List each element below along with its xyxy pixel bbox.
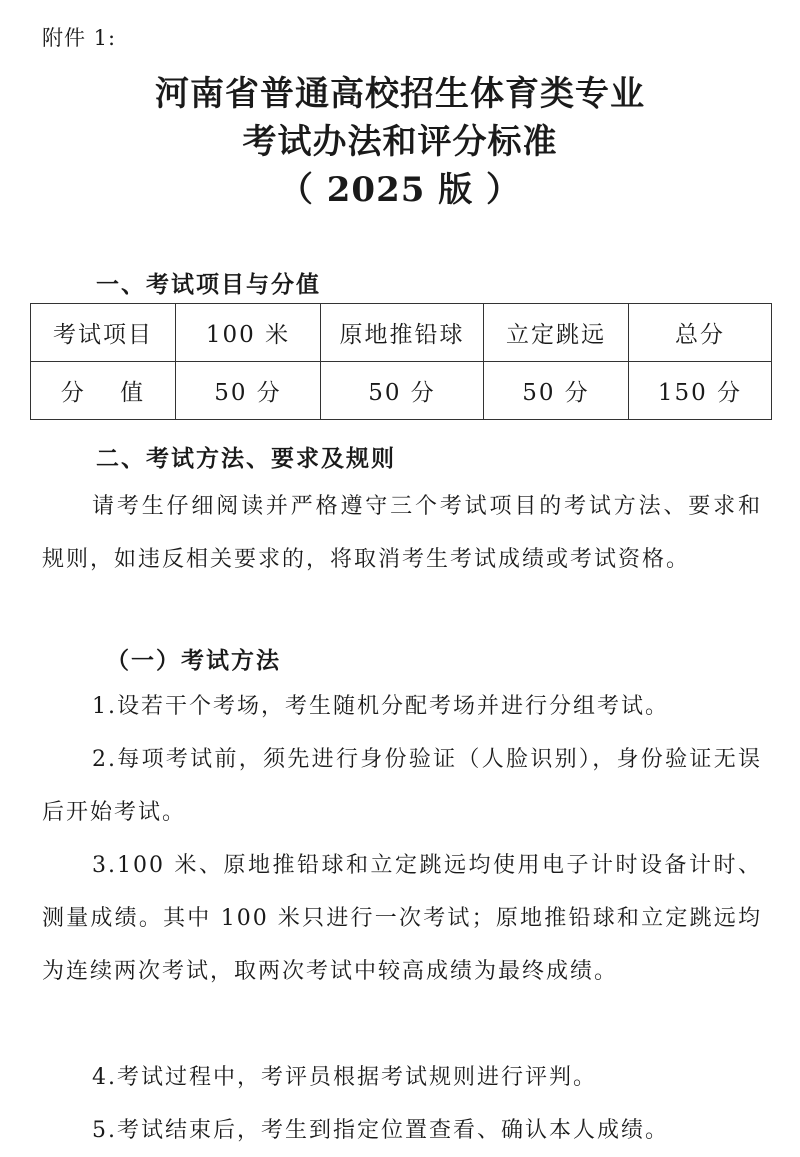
table-header-row: [31, 304, 772, 362]
table-header-cell: 立定跳远: [484, 304, 629, 362]
document-title-line1: 河南省普通高校招生体育类专业: [155, 74, 645, 114]
intro-paragraph: 请考生仔细阅读并严格遵守三个考试项目的考试方法、要求和规则，如违反相关要求的，将取消考生考试成绩或考试资格。: [42, 494, 762, 572]
table-cell: 分 值: [31, 362, 176, 420]
table-cell: 150 分: [629, 362, 772, 420]
attachment-label: 附件 1:: [42, 26, 117, 50]
table-row: [31, 362, 772, 420]
table-cell: 50 分: [176, 362, 321, 420]
list-item: 3.100 米、原地推铅球和立定跳远均使用电子计时设备计时、测量成绩。其中 100 米只进行一次考试；原地推铅球和立定跳远均为连续两次考试，取两次考试中较高成绩为最终成绩。: [42, 853, 762, 984]
section-heading-exam-items: 一、考试项目与分值: [96, 271, 321, 298]
list-item: 4.考试过程中，考评员根据考试规则进行评判。: [92, 1065, 597, 1090]
document-title-edition: （ 2025 版 ）: [278, 170, 522, 210]
table-cell: 50 分: [321, 362, 484, 420]
document-title-line2: 考试办法和评分标准: [242, 122, 558, 162]
table-header-cell: 原地推铅球: [321, 304, 484, 362]
subsection-heading-exam-method: （一）考试方法: [106, 647, 281, 674]
score-table: [30, 303, 772, 420]
table-header-cell: 100 米: [176, 304, 321, 362]
list-item: 2.每项考试前，须先进行身份验证（人脸识别），身份验证无误后开始考试。: [42, 747, 762, 825]
table-header-cell: 总分: [629, 304, 772, 362]
table-cell: 50 分: [484, 362, 629, 420]
table-header-cell: 考试项目: [31, 304, 176, 362]
section-heading-methods: 二、考试方法、要求及规则: [96, 445, 396, 472]
list-item: 5.考试结束后，考生到指定位置查看、确认本人成绩。: [92, 1118, 669, 1143]
list-item: 1.设若干个考场，考生随机分配考场并进行分组考试。: [92, 694, 669, 719]
